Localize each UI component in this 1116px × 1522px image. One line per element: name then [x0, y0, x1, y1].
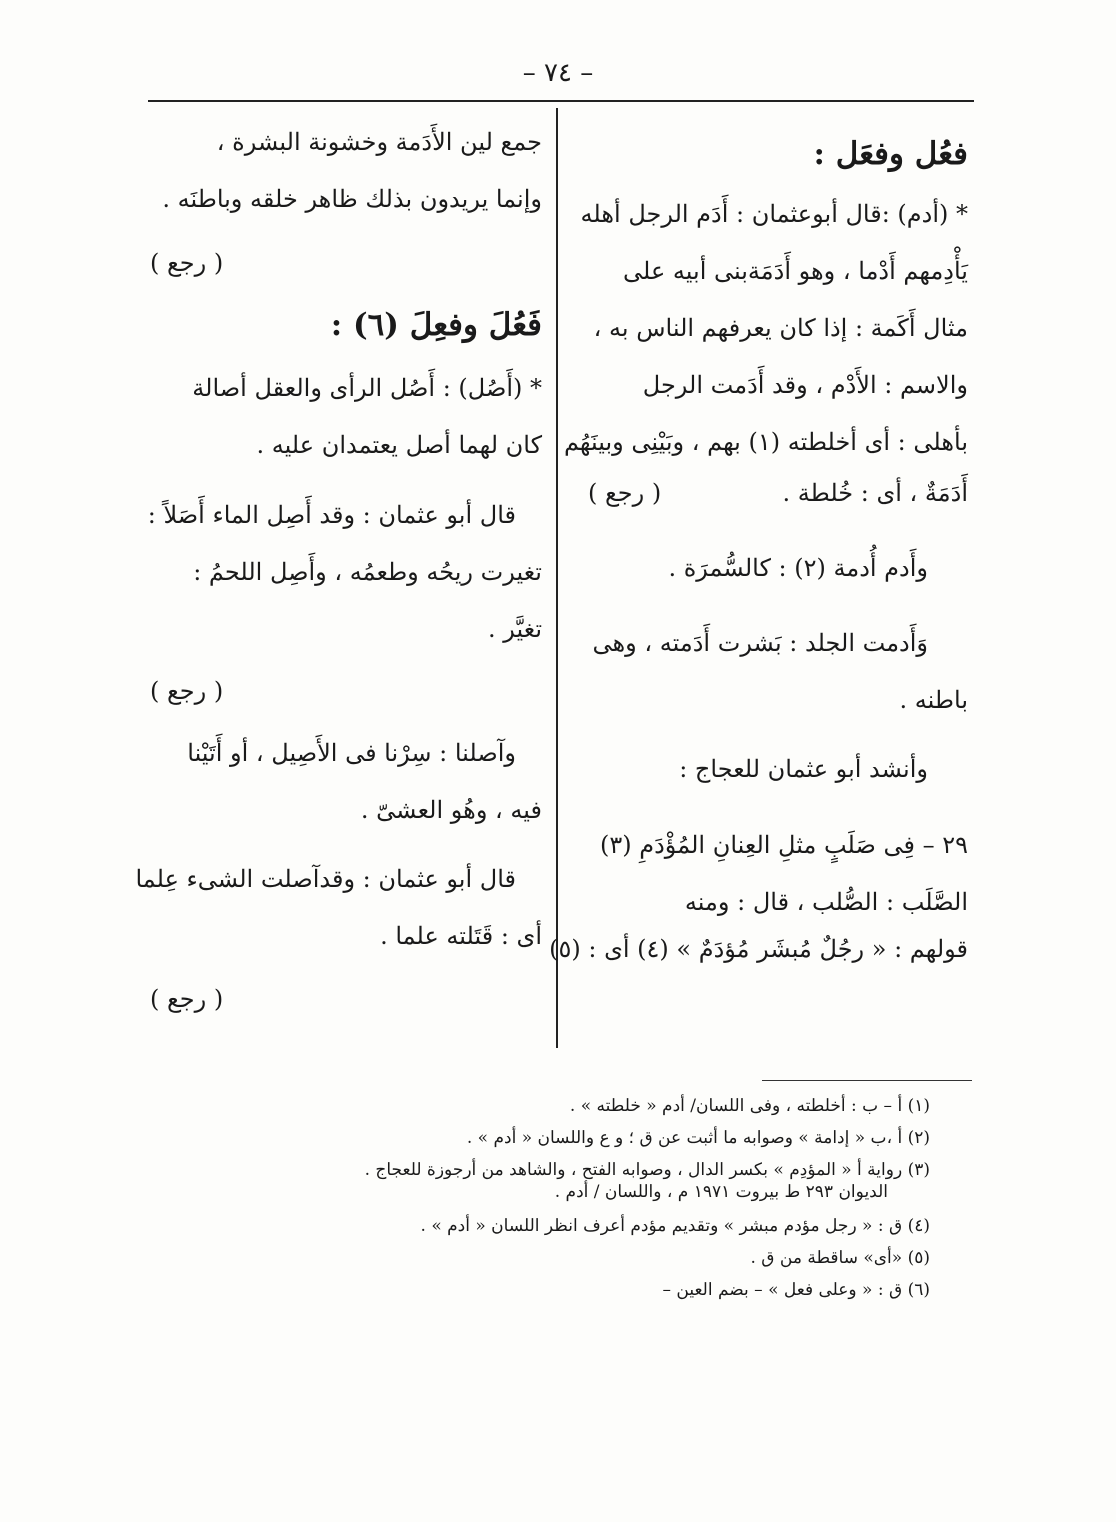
- text-line: وَأَدمت الجلد : بَشرت أَدَمته ، وهى: [592, 629, 928, 657]
- text-line: مثال أَكَمة : إذا كان يعرفهم الناس به ،: [593, 314, 968, 342]
- header-rule: [148, 100, 974, 102]
- text-line: يَأْدِمهم أَدْما ، وهو أَدَمَةبنى أبيه على: [623, 257, 968, 285]
- text-line: تغيَّر .: [488, 615, 542, 643]
- text-line: أى : قَتَلته علما .: [380, 922, 542, 950]
- text-line: وأنشد أبو عثمان للعجاج :: [679, 755, 928, 783]
- footnote-rule: [762, 1080, 972, 1081]
- footnote: (١) أ – ب : أخلطته ، وفى اللسان/ أدم « خلطته » .: [569, 1096, 930, 1116]
- text-line: تغيرت ريحُه وطعمُه ، وأَصِل اللحمُ :: [193, 558, 542, 586]
- section-heading: فعُل وفعَل :: [813, 136, 968, 172]
- footnote: (٦) ق : « وعلى فعل » – بضم العين –: [662, 1280, 930, 1300]
- text-line: قال أبو عثمان : وقد أَصِل الماء أَصَلاً :: [147, 501, 516, 529]
- text-line: بأهلى : أى أخلطته (١) بهم ، وبَيْنِى وبينَهُم: [563, 428, 968, 456]
- footnote: (٢) أ ،ب « إدامة » وصوابه ما أثبت عن ق ؛ و ع واللسان « أدم » .: [466, 1128, 930, 1148]
- text-line: * (أدم) :قال أبوعثمان : أَدَم الرجل أهله: [580, 200, 968, 228]
- footnote: (٤) ق : « رجل مؤدم مبشر » وتقديم مؤدم أعرف انظر اللسان « أدم » .: [420, 1216, 930, 1236]
- text-line: فيه ، وهُو العشىّ .: [360, 796, 542, 824]
- text-line: وآصلنا : سِرْنا فى الأَصِيل ، أو أَتَيْنا: [187, 739, 516, 767]
- text-line: والاسم : الأَدْم ، وقد أَدَمت الرجل: [642, 371, 968, 399]
- text-line: أَدَمَةٌ ، أى : خُلطة .: [782, 479, 968, 507]
- text-line: وأَدم أُدمة (٢) : كالسُّمرَة .: [668, 554, 928, 582]
- verse-line: ٢٩ – فِى صَلَبٍ مثلِ العِنانِ المُؤْدَمِ (٣): [600, 831, 968, 859]
- text-line: باطنه .: [899, 686, 968, 714]
- line-with-marker: [588, 479, 968, 508]
- left-column: [135, 128, 542, 1014]
- footnote: (٣) رواية أ « المؤدِم » بكسر الدال ، وصوابه الفتح ، والشاهد من أرجوزة للعجاج .: [364, 1160, 930, 1180]
- text-line: * (أَصُل) : أَصُل الرأى والعقل أصالة: [192, 374, 542, 402]
- return-marker: ( رجع ): [150, 985, 224, 1013]
- text-line: جمع لين الأَدَمة وخشونة البشرة ،: [216, 128, 542, 156]
- page-number: – ٧٤ –: [522, 58, 594, 88]
- return-marker: ( رجع ): [150, 249, 224, 277]
- text-line: وإنما يريدون بذلك ظاهر خلقه وباطنَه .: [162, 185, 542, 213]
- right-column: [549, 135, 968, 964]
- footnote-continuation: الديوان ٢٩٣ ط بيروت ١٩٧١ م ، واللسان / أدم .: [554, 1182, 888, 1202]
- text-line: الصَّلَب : الصُّلب ، قال : ومنه: [684, 888, 968, 916]
- return-marker: ( رجع ): [150, 677, 224, 705]
- footnote: (٥) «أى» ساقطة من ق .: [750, 1248, 930, 1268]
- text-line: قال أبو عثمان : وقدآصلت الشىء عِلما: [135, 865, 516, 893]
- section-heading: فَعُلَ وفعِلَ (٦) :: [330, 307, 542, 343]
- text-line: قولهم : « رجُلٌ مُبشَر مُؤدَمٌ » (٤) أى : (٥): [549, 935, 968, 963]
- return-marker: ( رجع ): [588, 479, 662, 507]
- text-line: كان لهما أصل يعتمدان عليه .: [256, 431, 542, 459]
- column-divider: [556, 108, 558, 1048]
- footnotes: [290, 1096, 930, 1300]
